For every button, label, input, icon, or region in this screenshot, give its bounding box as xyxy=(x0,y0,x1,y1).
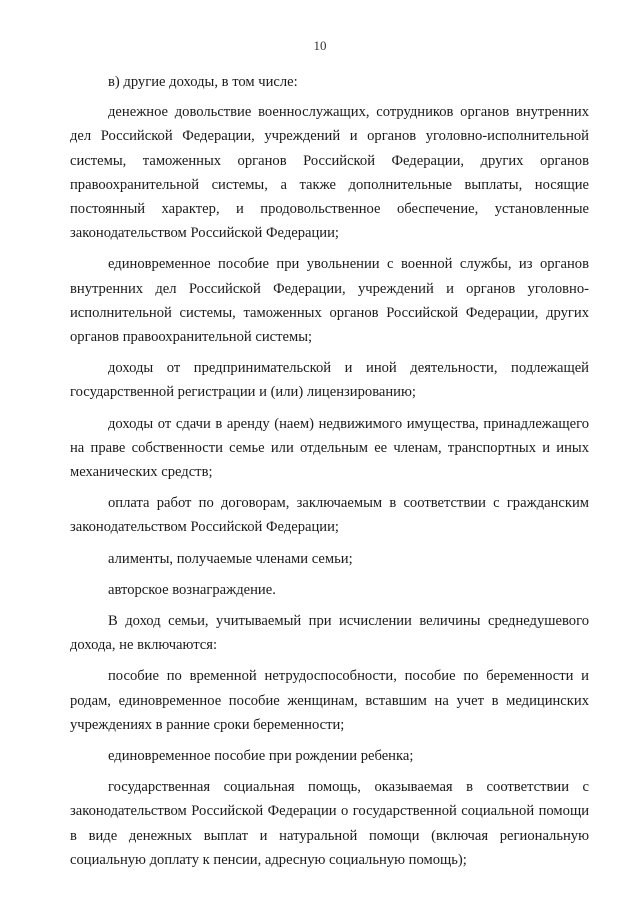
paragraph-state-social-assistance: государственная социальная помощь, оказываемая в соответствии с законодательством Российской Федерации о государственной социальной помощи в виде денежных выплат и натуральной помощи (включая региональную социальную доплату к пенсии, адресную социальную помощь); xyxy=(70,779,589,868)
paragraph-excluded-income-heading: В доход семьи, учитываемый при исчислении величины среднедушевого дохода, не включаются: xyxy=(70,613,589,654)
paragraph-royalties: авторское вознаграждение. xyxy=(108,581,276,598)
paragraph-disability-maternity-benefits: пособие по временной нетрудоспособности, пособие по беременности и родам, единовременное пособие женщинам, вставшим на учет в медицинских учреждениях в ранние сроки беременности; xyxy=(70,668,589,733)
document-body xyxy=(70,70,589,879)
paragraph-birth-allowance: единовременное пособие при рождении ребенка; xyxy=(108,748,414,765)
paragraph-alimony: алименты, получаемые членами семьи; xyxy=(108,550,353,567)
page-number: 10 xyxy=(313,38,327,53)
paragraph-other-income-heading: в) другие доходы, в том числе: xyxy=(108,74,298,90)
paragraph-military-allowance: денежное довольствие военнослужащих, сотрудников органов внутренних дел Российской Федерации, учреждений и органов уголовно-исполнительной системы, таможенных органов Российской Федерации, других органов правоохранительной системы, а также дополнительные выплаты, носящие постоянный характер, и продовольственное обеспечение, установленные законодательством Российской Федерации; xyxy=(70,104,589,242)
paragraph-severance-allowance: единовременное пособие при увольнении с военной службы, из органов внутренних дел Российской Федерации, учреждений и органов уголовно-исполнительной системы, таможенных органов Российской Федерации, других органов правоохранительной системы; xyxy=(70,256,589,346)
paragraph-rental-income: доходы от сдачи в аренду (наем) недвижимого имущества, принадлежащего на праве собственности семье или отдельным ее членам, транспортных и иных механических средств; xyxy=(70,415,589,481)
paragraph-contract-payments: оплата работ по договорам, заключаемым в соответствии с гражданским законодательством Российской Федерации; xyxy=(70,495,589,536)
paragraph-business-income: доходы от предпринимательской и иной деятельности, подлежащей государственной регистрации и (или) лицензированию; xyxy=(70,360,589,401)
